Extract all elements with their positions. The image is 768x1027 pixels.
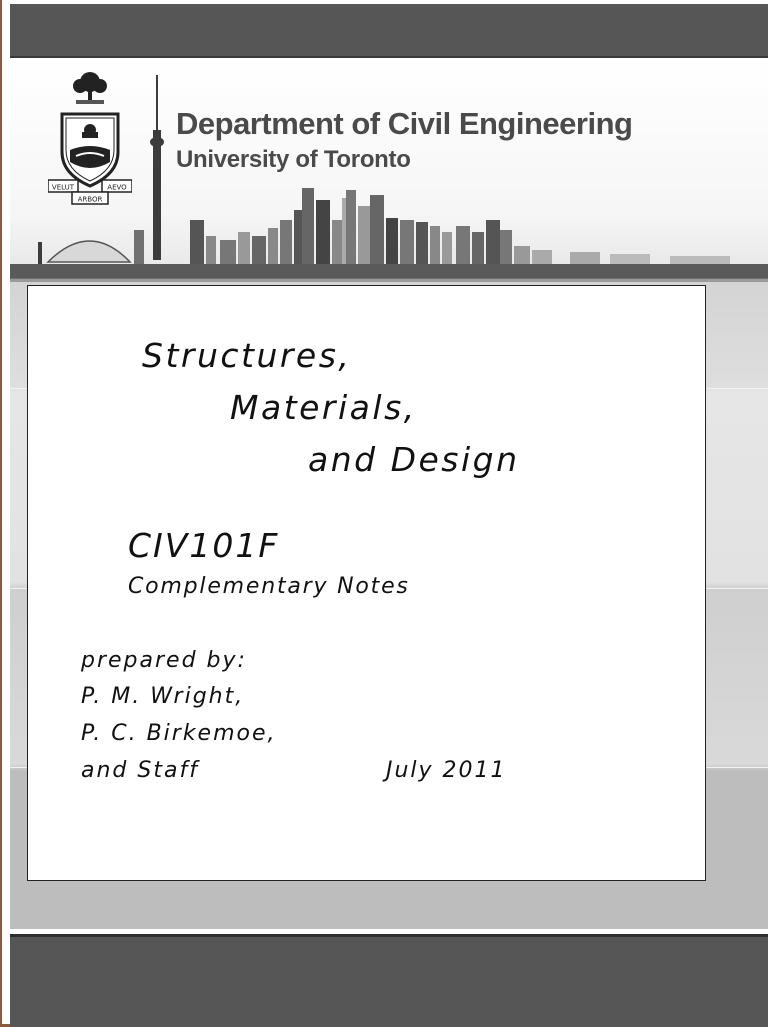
course-subtitle: Complementary Notes: [128, 574, 410, 599]
course-code: CIV101F: [128, 526, 280, 565]
title-line-structures: Structures,: [142, 336, 352, 375]
author-birkemoe: P. C. Birkemoe,: [81, 721, 277, 746]
prepared-by-label: prepared by:: [81, 648, 247, 673]
university-title: University of Toronto: [176, 146, 411, 173]
top-bar: [10, 4, 768, 58]
title-line-materials: Materials,: [230, 388, 417, 427]
university-crest-icon: [48, 70, 132, 210]
title-card: [27, 285, 706, 881]
motto-left: VELUT: [51, 183, 75, 192]
motto-bottom: ARBOR: [77, 195, 103, 204]
department-title: Department of Civil Engineering: [176, 106, 633, 141]
motto-right: AEVO: [107, 183, 127, 192]
bottom-bar: [10, 934, 768, 1027]
title-line-design: and Design: [308, 440, 520, 479]
author-wright: P. M. Wright,: [81, 684, 245, 709]
publication-date: July 2011: [386, 758, 507, 783]
author-staff: and Staff: [81, 758, 199, 783]
